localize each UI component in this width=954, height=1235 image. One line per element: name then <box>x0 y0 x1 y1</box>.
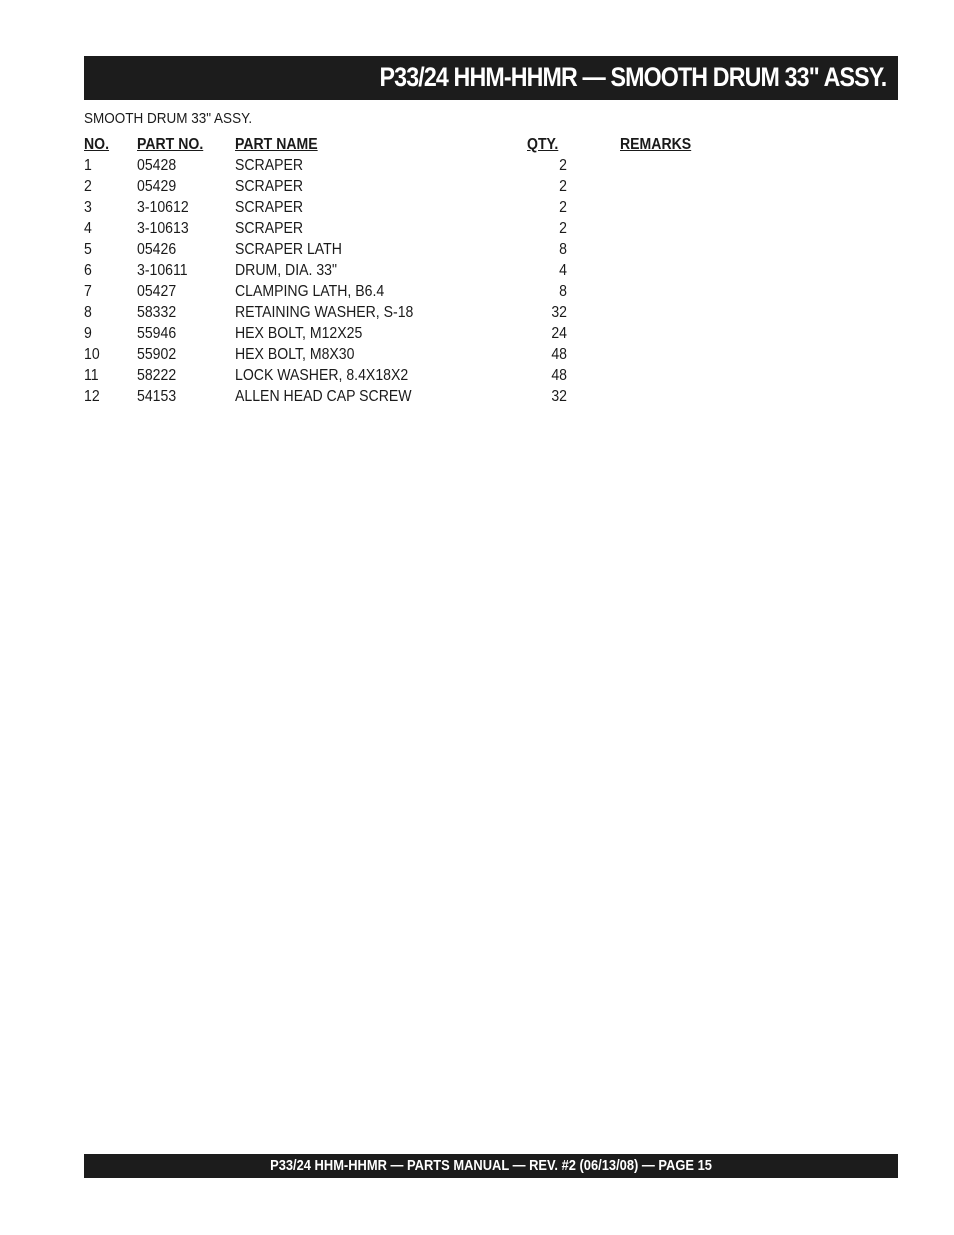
column-header-part-no: PART NO. <box>137 136 204 153</box>
cell-part-no: 3-10613 <box>137 220 189 237</box>
cell-qty: 32 <box>551 304 567 321</box>
page-title: P33/24 HHM-HHMR — SMOOTH DRUM 33" ASSY. <box>379 62 886 92</box>
cell-part-name: SCRAPER <box>235 199 304 216</box>
cell-part-name: LOCK WASHER, 8.4X18X2 <box>235 367 409 384</box>
cell-no: 11 <box>84 367 99 384</box>
cell-part-name: SCRAPER LATH <box>235 241 342 258</box>
cell-part-no: 05429 <box>137 178 177 195</box>
cell-part-name: RETAINING WASHER, S-18 <box>235 304 414 321</box>
cell-part-no: 58222 <box>137 367 177 384</box>
cell-part-no: 58332 <box>137 304 177 321</box>
cell-no: 1 <box>84 157 92 174</box>
cell-part-no: 3-10612 <box>137 199 189 216</box>
cell-part-name: DRUM, DIA. 33" <box>235 262 338 279</box>
cell-no: 5 <box>84 241 92 258</box>
cell-no: 7 <box>84 283 92 300</box>
column-header-qty: QTY. <box>527 136 559 153</box>
column-header-remarks: REMARKS <box>620 136 692 153</box>
cell-qty: 2 <box>559 178 567 195</box>
cell-no: 9 <box>84 325 92 342</box>
cell-part-name: HEX BOLT, M12X25 <box>235 325 363 342</box>
cell-no: 10 <box>84 346 100 363</box>
page-footer: P33/24 HHM-HHMR — PARTS MANUAL — REV. #2 (06/13/08) — PAGE 15 <box>270 1157 712 1174</box>
cell-qty: 24 <box>551 325 567 342</box>
cell-qty: 2 <box>559 157 567 174</box>
section-subtitle: SMOOTH DRUM 33" ASSY. <box>84 110 253 127</box>
cell-qty: 8 <box>559 283 567 300</box>
cell-qty: 4 <box>559 262 567 279</box>
cell-no: 2 <box>84 178 92 195</box>
column-header-part-name: PART NAME <box>235 136 318 153</box>
page-title-bar <box>84 56 898 100</box>
cell-part-name: SCRAPER <box>235 178 304 195</box>
cell-qty: 2 <box>559 199 567 216</box>
cell-part-name: SCRAPER <box>235 220 304 237</box>
cell-qty: 32 <box>551 388 567 405</box>
cell-part-no: 54153 <box>137 388 177 405</box>
cell-part-no: 05427 <box>137 283 177 300</box>
cell-no: 6 <box>84 262 92 279</box>
cell-part-name: HEX BOLT, M8X30 <box>235 346 355 363</box>
cell-qty: 2 <box>559 220 567 237</box>
cell-part-no: 3-10611 <box>137 262 188 279</box>
cell-part-no: 05428 <box>137 157 177 174</box>
cell-part-name: CLAMPING LATH, B6.4 <box>235 283 385 300</box>
page-footer-bar <box>84 1154 898 1178</box>
cell-qty: 48 <box>551 346 567 363</box>
column-header-no: NO. <box>84 136 110 153</box>
cell-no: 12 <box>84 388 100 405</box>
cell-no: 4 <box>84 220 92 237</box>
cell-qty: 8 <box>559 241 567 258</box>
cell-qty: 48 <box>551 367 567 384</box>
cell-no: 8 <box>84 304 92 321</box>
cell-no: 3 <box>84 199 92 216</box>
cell-part-no: 05426 <box>137 241 177 258</box>
cell-part-no: 55902 <box>137 346 177 363</box>
cell-part-name: SCRAPER <box>235 157 304 174</box>
cell-part-name: ALLEN HEAD CAP SCREW <box>235 388 412 405</box>
cell-part-no: 55946 <box>137 325 177 342</box>
